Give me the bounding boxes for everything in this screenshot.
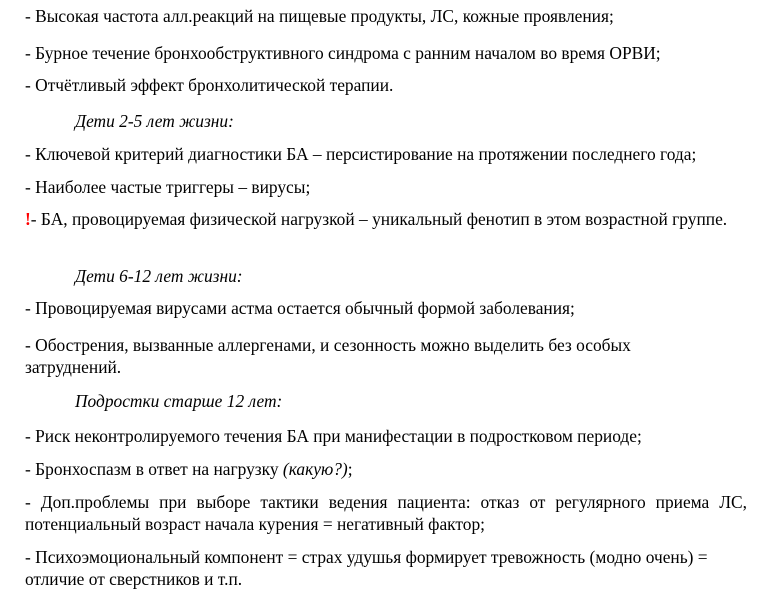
infant-item-bronchoobstruction: - Бурное течение бронхообструктивного синдрома с ранним началом во время ОРВИ; [25,43,661,63]
item-exercise-phenotype-text: - БА, провоцируемая физической нагрузкой – уникальный фенотип в этом возрастной группе. [30,209,728,229]
item-exercise-phenotype [25,208,747,230]
item-allergen-exacerbation: - Обострения, вызванные аллергенами, и сезонность можно выделить без особых затруднений. [25,335,631,377]
infant-item-bronchodilator: - Отчётливый эффект бронхолитической терапии. [25,75,394,95]
item-additional-problems: - Доп.проблемы при выборе тактики ведения пациента: отказ от регулярного приема ЛС, потенциальный возраст начала курения = негативный фактор; [25,492,747,534]
item-bronchospasm [25,458,747,480]
section-heading-teen: Подростки старше 12 лет: [75,391,283,411]
item-psychoemotional: - Психоэмоциональный компонент = страх удушья формирует тревожность (модно очень) = отличие от сверстников и т.п. [25,547,708,589]
item-uncontrolled-risk: - Риск неконтролируемого течения БА при манифестации в подростковом периоде; [25,426,642,446]
item-bronchospasm-text: - Бронхоспазм в ответ на нагрузку [25,459,283,479]
item-viral-asthma: - Провоцируемая вирусами астма остается обычный формой заболевания; [25,298,575,318]
infant-item-allergy: - Высокая частота алл.реакций на пищевые продукты, ЛС, кожные проявления; [25,6,614,26]
item-triggers: - Наиболее частые триггеры – вирусы; [25,177,311,197]
section-heading-2-5: Дети 2-5 лет жизни: [75,111,234,131]
item-bronchospasm-end: ; [347,459,353,479]
warning-marker: ! [25,209,31,229]
section-heading-6-12: Дети 6-12 лет жизни: [75,266,243,286]
item-bronchospasm-question: (какую?) [282,459,348,479]
item-key-criterion: - Ключевой критерий диагностики БА – персистирование на протяжении последнего года; [25,144,697,164]
